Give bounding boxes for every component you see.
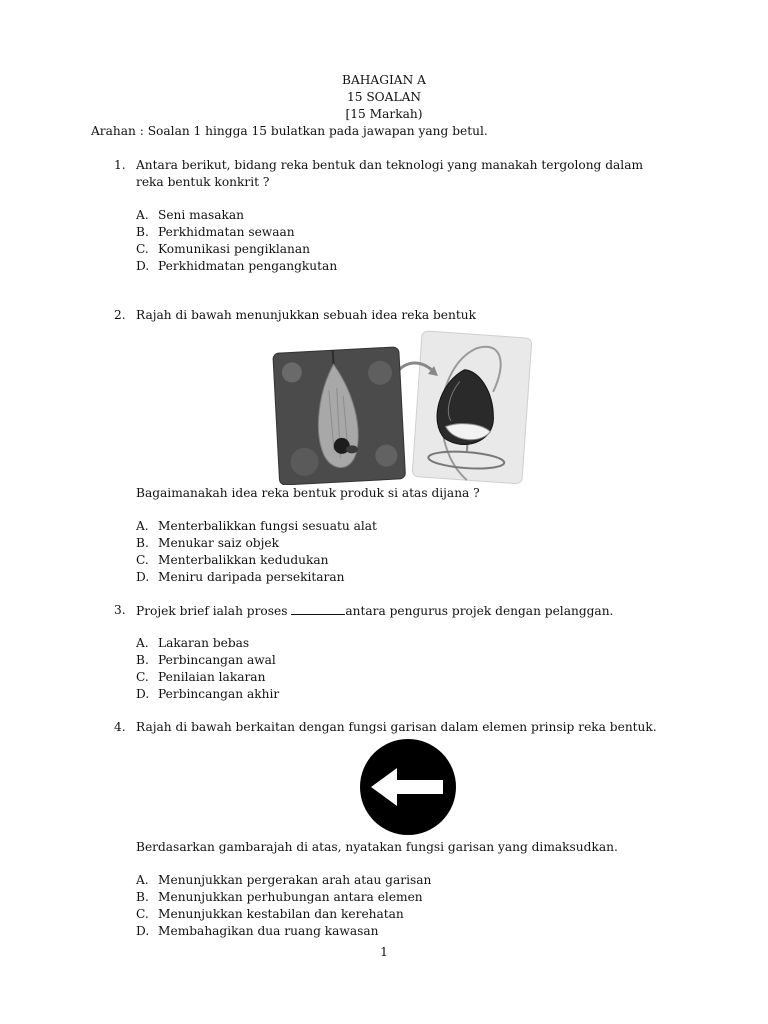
- question-2-subtext: Bagaimanakah idea reka bentuk produk si atas dijana ?: [136, 486, 480, 500]
- option-c[interactable]: C. Menunjukkan kestabilan dan kerehatan: [136, 907, 404, 921]
- question-2: [114, 307, 674, 324]
- option-b[interactable]: B. Menukar saiz objek: [136, 536, 279, 550]
- question-text: Projek brief ialah proses antara pengurus projek dengan pelanggan.: [136, 604, 614, 618]
- nest-to-chair-figure: [272, 330, 532, 490]
- option-a[interactable]: A. Lakaran bebas: [136, 636, 250, 650]
- question-number: 1.: [114, 158, 126, 172]
- question-4: [114, 719, 674, 736]
- question-count: 15 SOALAN: [346, 90, 422, 104]
- left-arrow-sign-figure: [359, 738, 457, 841]
- question-number: 3.: [114, 603, 126, 617]
- option-c[interactable]: C. Komunikasi pengiklanan: [136, 242, 311, 256]
- question-text: Rajah di bawah menunjukkan sebuah idea reka bentuk: [136, 308, 476, 322]
- question-1-options: [136, 207, 337, 275]
- option-b[interactable]: B. Perkhidmatan sewaan: [136, 225, 295, 239]
- question-text: Rajah di bawah berkaitan dengan fungsi garisan dalam elemen prinsip reka bentuk.: [136, 720, 657, 734]
- section-header: [0, 72, 768, 123]
- question-4-subtext: Berdasarkan gambarajah di atas, nyatakan fungsi garisan yang dimaksudkan.: [136, 840, 618, 854]
- option-d[interactable]: D. Perkhidmatan pengangkutan: [136, 259, 338, 273]
- question-2-options: [136, 518, 377, 586]
- section-title: BAHAGIAN A: [342, 73, 426, 87]
- answer-blank: [291, 602, 345, 615]
- option-a[interactable]: A. Menterbalikkan fungsi sesuatu alat: [136, 519, 377, 533]
- option-a[interactable]: A. Seni masakan: [136, 208, 245, 222]
- question-text: Antara berikut, bidang reka bentuk dan teknologi yang manakah tergolong dalam reka bentuk konkrit ?: [136, 158, 644, 189]
- option-a[interactable]: A. Menunjukkan pergerakan arah atau garisan: [136, 873, 432, 887]
- question-3: [114, 602, 674, 620]
- question-3-options: [136, 635, 279, 703]
- option-d[interactable]: D. Membahagikan dua ruang kawasan: [136, 924, 379, 938]
- option-d[interactable]: D. Meniru daripada persekitaran: [136, 570, 345, 584]
- question-1: [114, 157, 674, 191]
- nest-chair-illustration: [272, 330, 532, 485]
- question-number: 4.: [114, 720, 126, 734]
- total-marks: [15 Markah): [345, 107, 423, 121]
- left-arrow-icon: [359, 738, 457, 836]
- option-b[interactable]: B. Menunjukkan perhubungan antara elemen: [136, 890, 423, 904]
- option-d[interactable]: D. Perbincangan akhir: [136, 687, 280, 701]
- question-number: 2.: [114, 308, 126, 322]
- instruction-text: Arahan : Soalan 1 hingga 15 bulatkan pada jawapan yang betul.: [91, 124, 488, 138]
- option-c[interactable]: C. Penilaian lakaran: [136, 670, 266, 684]
- option-c[interactable]: C. Menterbalikkan kedudukan: [136, 553, 329, 567]
- question-4-options: [136, 872, 431, 940]
- option-b[interactable]: B. Perbincangan awal: [136, 653, 276, 667]
- page-number: 1: [380, 945, 388, 959]
